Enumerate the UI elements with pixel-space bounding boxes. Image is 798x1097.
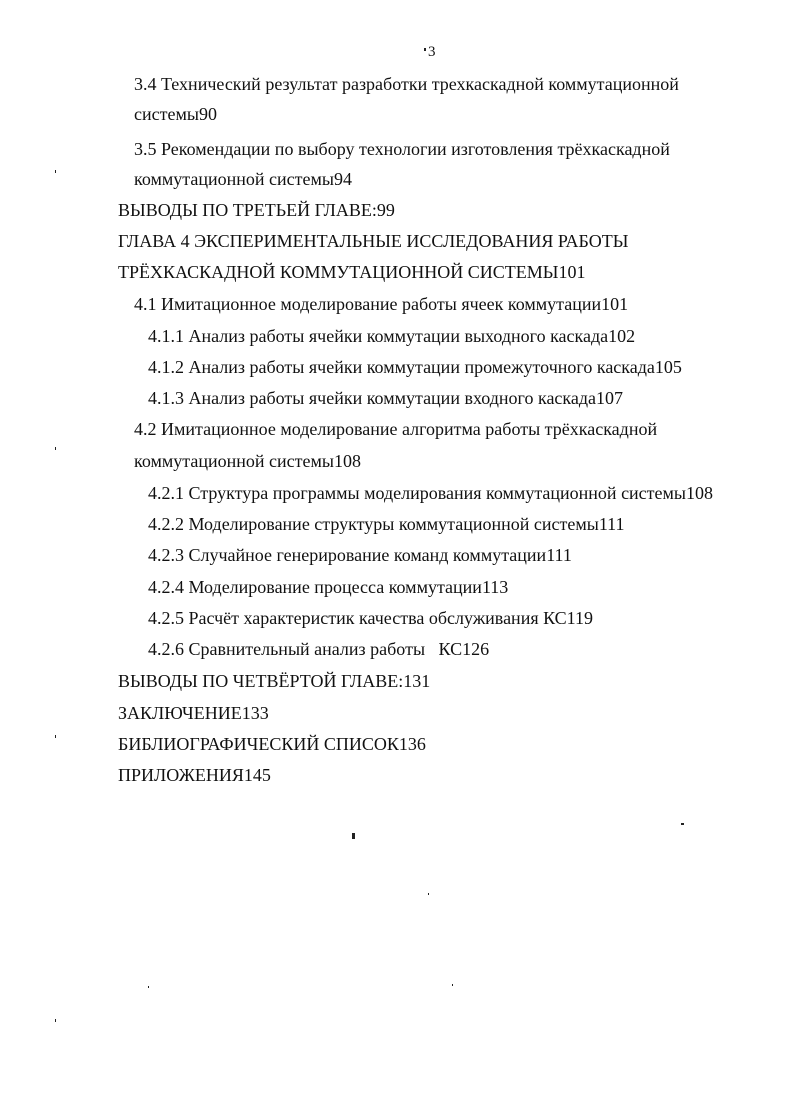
toc-entry-title: ПРИЛОЖЕНИЯ xyxy=(118,765,244,785)
toc-page-number: 126 xyxy=(462,639,490,659)
toc-page-number: 145 xyxy=(243,765,271,785)
scan-speck xyxy=(428,893,429,895)
toc-page-number: 133 xyxy=(241,703,269,723)
toc-page-number: 111 xyxy=(546,545,572,565)
toc-entry-title: 4.1.3 Анализ работы ячейки коммутации входного каскада xyxy=(148,388,597,408)
toc-entry-conclusions-ch3[interactable] xyxy=(118,200,756,221)
toc-entry-bibliography[interactable] xyxy=(118,734,756,755)
scan-speck xyxy=(55,170,56,173)
toc-page-number: 94 xyxy=(333,169,352,189)
toc-entry-appendices[interactable] xyxy=(118,765,756,786)
toc-page-number: 131 xyxy=(403,671,431,691)
toc-entry-4-1-3[interactable] xyxy=(148,388,756,409)
toc-entry-title: 4.2.6 Сравнительный анализ работы КС xyxy=(148,639,463,659)
toc-entry-title: 4.1.1 Анализ работы ячейки коммутации выходного каскада xyxy=(148,326,609,346)
toc-page-number: 108 xyxy=(686,483,714,503)
toc-entry-4-2[interactable] xyxy=(134,451,756,472)
toc-page-number: 111 xyxy=(598,514,625,534)
toc-entry-title: 4.2.1 Структура программы моделирования коммутационной системы xyxy=(148,483,687,503)
toc-entry-conclusions-ch4[interactable] xyxy=(118,671,756,692)
toc-entry-conclusion[interactable] xyxy=(118,703,756,724)
page-number: 3 xyxy=(428,44,436,60)
toc-entry-4-1[interactable] xyxy=(134,294,756,315)
toc-entry-4-1-1[interactable] xyxy=(148,326,756,347)
toc-entry-4-2-line1: 4.2 Имитационное моделирование алгоритма работы трёхкаскадной xyxy=(134,419,658,439)
toc-entry-4-2-3[interactable] xyxy=(148,545,756,566)
toc-entry-title: БИБЛИОГРАФИЧЕСКИЙ СПИСОК xyxy=(118,734,399,754)
toc-entry-4-2-2[interactable] xyxy=(148,514,756,535)
toc-entry-chapter-4[interactable] xyxy=(118,262,756,283)
toc-entry-title: 4.2.5 Расчёт характеристик качества обслуживания КС xyxy=(148,608,567,628)
toc-entry-3-4[interactable] xyxy=(134,104,756,125)
toc-entry-title: 4.2.4 Моделирование процесса коммутации xyxy=(148,577,482,597)
toc-page-number: 102 xyxy=(608,326,636,346)
scan-speck xyxy=(148,986,149,988)
toc-entry-4-2-5[interactable] xyxy=(148,608,756,629)
scan-speck xyxy=(55,735,56,738)
toc-entry-title: системы xyxy=(134,104,199,124)
toc-entry-3-5[interactable] xyxy=(134,169,756,190)
toc-page-number: 113 xyxy=(481,577,509,597)
toc-entry-4-2-1[interactable] xyxy=(148,483,756,504)
toc-page-number: 105 xyxy=(654,357,682,377)
toc-entry-title: ЗАКЛЮЧЕНИЕ xyxy=(118,703,242,723)
toc-entry-chapter-4-line1: ГЛАВА 4 ЭКСПЕРИМЕНТАЛЬНЫЕ ИССЛЕДОВАНИЯ РАБОТЫ xyxy=(118,231,629,251)
toc-page-number: 108 xyxy=(333,451,361,471)
toc-entry-4-2-4[interactable] xyxy=(148,577,756,598)
scan-speck xyxy=(55,447,56,450)
scan-speck xyxy=(352,833,355,839)
toc-page-number: 119 xyxy=(566,608,594,628)
toc-page-number: 90 xyxy=(198,104,217,124)
toc-entry-title: 4.2.3 Случайное генерирование команд коммутации xyxy=(148,545,547,565)
toc-page-number: 101 xyxy=(601,294,629,314)
toc-entry-title: 4.2.2 Моделирование структуры коммутационной системы xyxy=(148,514,599,534)
toc-entry-title: ТРЁХКАСКАДНОЙ КОММУТАЦИОННОЙ СИСТЕМЫ xyxy=(118,262,559,282)
toc-entry-3-5-line1: 3.5 Рекомендации по выбору технологии изготовления трёхкаскадной xyxy=(134,139,670,159)
toc-entry-4-2-6[interactable] xyxy=(148,639,756,660)
scan-speck xyxy=(681,823,684,825)
scan-speck xyxy=(452,984,453,986)
toc-entry-4-1-2[interactable] xyxy=(148,357,756,378)
toc-page-number: 101 xyxy=(558,262,586,282)
toc-page-number: 99 xyxy=(376,200,395,220)
toc-entry-title: ВЫВОДЫ ПО ТРЕТЬЕЙ ГЛАВЕ: xyxy=(118,200,377,220)
toc-entry-3-4-line1: 3.4 Технический результат разработки трехкаскадной коммутационной xyxy=(134,74,679,94)
toc-page-number: 107 xyxy=(596,388,624,408)
scan-speck xyxy=(424,48,426,51)
scan-speck xyxy=(55,1019,56,1022)
toc-page-number: 136 xyxy=(398,734,426,754)
toc-entry-title: ВЫВОДЫ ПО ЧЕТВЁРТОЙ ГЛАВЕ: xyxy=(118,671,404,691)
toc-entry-title: 4.1 Имитационное моделирование работы ячеек коммутации xyxy=(134,294,602,314)
toc-entry-title: коммутационной системы xyxy=(134,451,334,471)
toc-entry-title: 4.1.2 Анализ работы ячейки коммутации промежуточного каскада xyxy=(148,357,655,377)
toc-entry-title: коммутационной системы xyxy=(134,169,334,189)
